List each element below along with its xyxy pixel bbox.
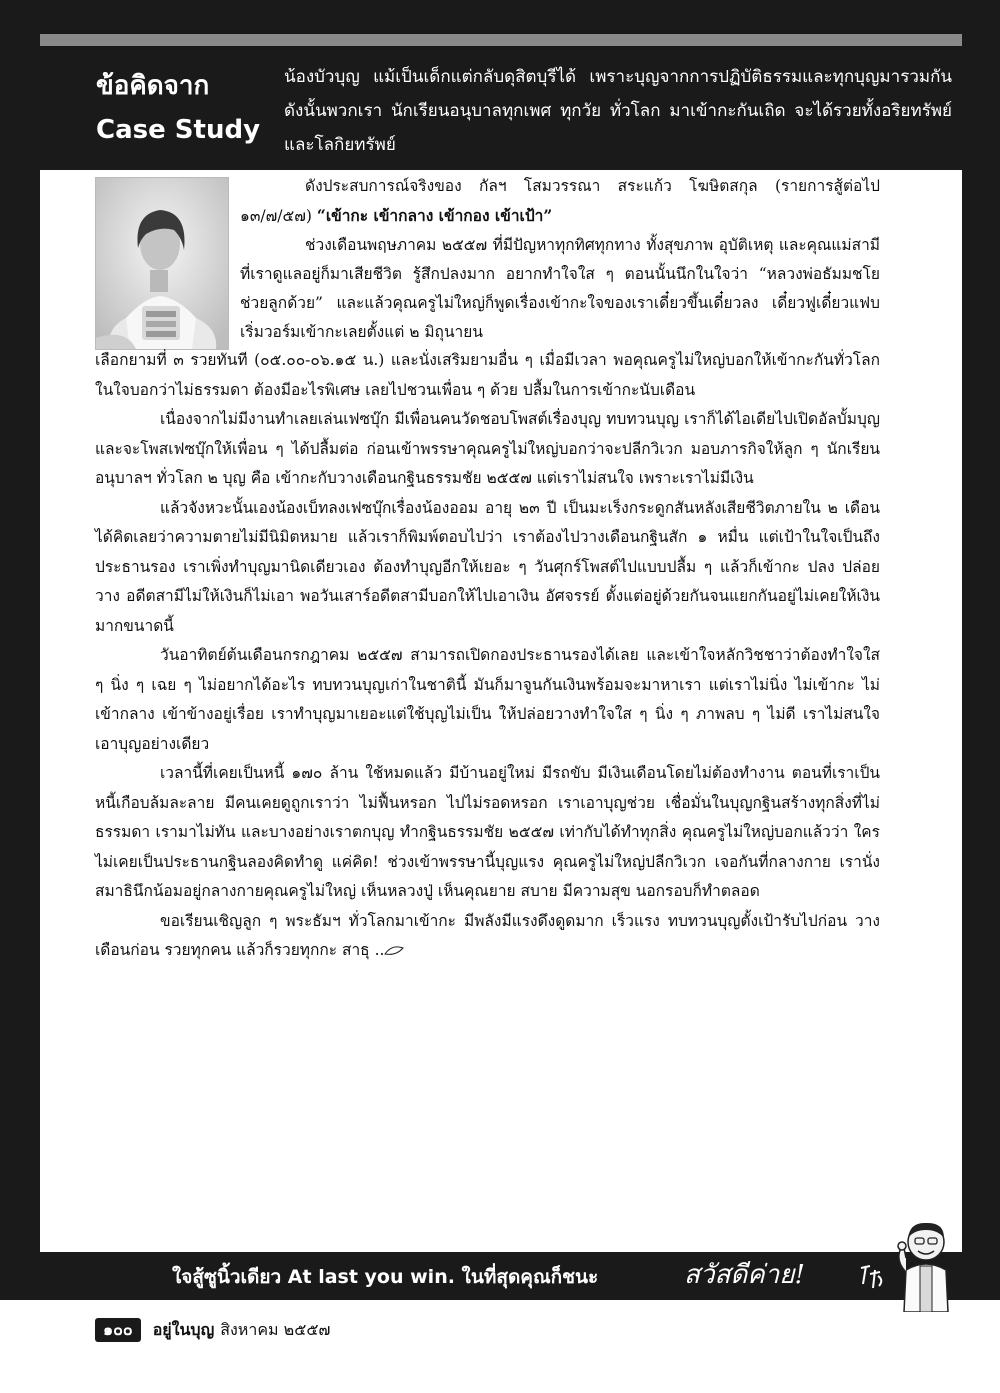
paragraph-5: เวลานี้ที่เคยเป็นหนี้ ๑๗๐ ล้าน ใช้หมดแล้ว มีบ้านอยู่ใหม่ มีรถขับ มีเงินเดือนโดยไม่ต้องทำงาน ตอนที่เราเป็นหนี้เกือบล้มละลาย มีคนเคยดูถูกเราว่า ไม่ฟื้นหรอก ไปไม่รอดหรอก เราเอาบุญช่วย เชื่อมั่นในบุญกฐินสร้างทุกสิ่งที่ไม่ธรรมดา เรามาไม่ทัน และบางอย่างเราตกบุญ ทำกฐินธรรมชัย ๒๕๕๗ เท่ากับได้ทำทุกสิ่ง คุณครูไม่ใหญ่บอกแล้วว่า ใครไม่เคยเป็นประธานกฐินลองคิดทำดู แค่คิด! ช่วงเข้าพรรษานี้บุญแรง คุณครูไม่ใหญ่ปลีกวิเวก เจอกันที่กลางกาย เรานั่งสมาธินึกน้อมอยู่กลางกายคุณครูไม่ใหญ่ เห็นหลวงปู่ เห็นคุณยาย สบาย มีความสุข นอกรอบก็ทำตลอด — [95, 764, 880, 900]
profile-photo — [95, 177, 229, 350]
end-leaf-icon — [384, 946, 404, 956]
paragraph-6-text: ขอเรียนเชิญลูก ๆ พระธัมฯ ทั่วโลกมาเข้ากะ มีพลังมีแรงดึงดูดมาก เร็วแรง ทบทวนบุญตั้งเป้ารับไปก่อน วางเดือนก่อน รวยทุกคน แล้วก็รวยทุกกะ สาธุ .. — [95, 911, 880, 959]
intro-text: ดังประสบการณ์จริงของ กัลฯ โสมวรรณา สระแก้ว โฆษิตสกุล (รายการสู้ต่อไป ๑๓/๗/๕๗) — [240, 177, 880, 225]
intro-headline: “เข้ากะ เข้ากลาง เข้ากอง เข้าเป้า” — [316, 206, 553, 225]
title-line-1: ข้อคิดจาก — [96, 71, 210, 101]
page-footer — [95, 1318, 330, 1342]
publication-name: อยู่ในบุญ — [152, 1319, 215, 1339]
paragraph-6 — [95, 907, 880, 966]
paragraph-1: ช่วงเดือนพฤษภาคม ๒๕๕๗ ที่มีปัญหาทุกทิศทุกทาง ทั้งสุขภาพ อุบัติเหตุ และคุณแม่สามีที่เราดูแลอยู่ก็มาเสียชีวิต รู้สึกปลงมาก อยากทำใจใส ๆ ตอนนั้นนึกในใจว่า “หลวงพ่อธัมมชโย ช่วยลูกด้วย” และแล้วคุณครูไม่ใหญ่ก็พูดเรื่องเข้ากะใจของเราเดี๋ยวขึ้นเดี๋ยวลง เดี๋ยวฟูเดี๋ยวแฟบ เริ่มวอร์มเข้ากะเลยตั้งแต่ ๒ มิถุนายน — [240, 236, 880, 341]
paragraph-1-continued: เลือกยามที่ ๓ รวยทันที (๐๕.๐๐-๐๖.๑๕ น.) และนั่งเสริมยามอื่น ๆ เมื่อมีเวลา พอคุณครูไม่ใหญ่บอกให้เข้ากะกันทั่วโลก ในใจบอกว่าไม่ธรรมดา ต้องมีอะไรพิเศษ เลยไปชวนเพื่อน ๆ ด้วย ปลื้มในการเข้ากะนับเดือน — [95, 351, 880, 399]
intro-block — [240, 172, 880, 347]
lesson-text: น้องบัวบุญ แม้เป็นเด็กแต่กลับดุสิตบุรีได้ เพราะบุญจากการปฏิบัติธรรมและทุกบุญมารวมกัน ดังนั้นพวกเรา นักเรียนอนุบาลทุกเพศ ทุกวัย ทั่วโลก มาเข้ากะกันเถิด จะได้รวยทั้งอริยทรัพย์และโลกิยทรัพย์ — [284, 67, 952, 155]
signature-text: สวัสดีค่าย! — [684, 1260, 805, 1290]
cartoon-mascot-icon — [890, 1218, 960, 1312]
woman-photo-illustration — [96, 178, 228, 349]
issue-date: สิงหาคม ๒๕๕๗ — [220, 1319, 331, 1339]
initials-scribble-icon — [858, 1262, 886, 1292]
page-number: ๑๐๐ — [95, 1318, 141, 1342]
right-frame — [962, 0, 1000, 1300]
paragraph-2: เนื่องจากไม่มีงานทำเลยเล่นเฟซบุ๊ก มีเพื่อนคนวัดชอบโพสต์เรื่องบุญ ทบทวนบุญ เราก็ได้ไอเดียไปเปิดอัลบั้มบุญ และจะโพสเฟซบุ๊กให้เพื่อน ๆ ได้ปลื้มต่อ ก่อนเข้าพรรษาคุณครูไม่ใหญ่บอกว่าจะปลีกวิเวก มอบภารกิจให้ลูก ๆ นักเรียนอนุบาลฯ ทั่วโลก ๒ บุญ คือ เข้ากะกับวางเดือนกฐินธรรมชัย ๒๕๕๗ แต่เราไม่สนใจ เพราะเราไม่มีเงิน — [95, 410, 880, 487]
title-line-2: Case Study — [96, 115, 261, 145]
paragraph-3: แล้วจังหวะนั้นเองน้องเบ็ทลงเฟซบุ๊กเรื่องน้องออม อายุ ๒๓ ปี เป็นมะเร็งกระดูกสันหลังเสียชีวิตภายใน ๒ เดือน ได้คิดเลยว่าความตายไม่มีนิมิตหมาย แล้วเราก็พิมพ์ตอบไปว่า เราต้องไปวางเดือนกฐินสัก ๑ หมื่น แต่เป้าในใจเป็นถึงประธานรอง เราเพิ่งทำบุญมานิดเดียวเอง ต้องทำบุญอีกให้เยอะ ๆ วันศุกร์โพสต์ไปแบบปลื้ม ๆ แล้วก็เข้ากะ ปลง ปล่อยวาง อดีตสามีไม่ให้เงินก็ไม่เอา พอวันเสาร์อดีตสามีบอกให้ไปเอาเงิน อัศจรรย์ ตั้งแต่อยู่ด้วยกันจนแยกกันอยู่ไม่เคยให้เงินมากขนาดนี้ — [95, 498, 880, 635]
motto-text: ใจสู้ซูนิ้วเดียว At last you win. ในที่สุดคุณก็ชนะ — [172, 1266, 599, 1288]
paragraph-4: วันอาทิตย์ต้นเดือนกรกฎาคม ๒๕๕๗ สามารถเปิดกองประธานรองได้เลย และเข้าใจหลักวิชชาว่าต้องทำใจใส ๆ นิ่ง ๆ เฉย ๆ ไม่อยากได้อะไร ทบทวนบุญเก่าในชาตินี้ มันก็มาจูนกันเงินพร้อมจะมาหาเรา แต่เราไม่นิ่ง ไม่เข้ากะ ไม่เข้ากลาง เข้าข้างอยู่เรื่อย เราทำบุญมาเยอะแต่ใช้บุญไม่เป็น ให้ปล่อยวางทำใจใส ๆ นิ่ง ๆ ภาพลบ ๆ ไม่ดี เราไม่สนใจ เอาบุญอย่างเดียว — [95, 646, 880, 753]
gray-stripe — [40, 34, 962, 46]
story-body — [95, 346, 880, 966]
intro-paragraph — [240, 172, 880, 231]
left-frame — [0, 0, 40, 1300]
case-study-title — [96, 64, 266, 152]
